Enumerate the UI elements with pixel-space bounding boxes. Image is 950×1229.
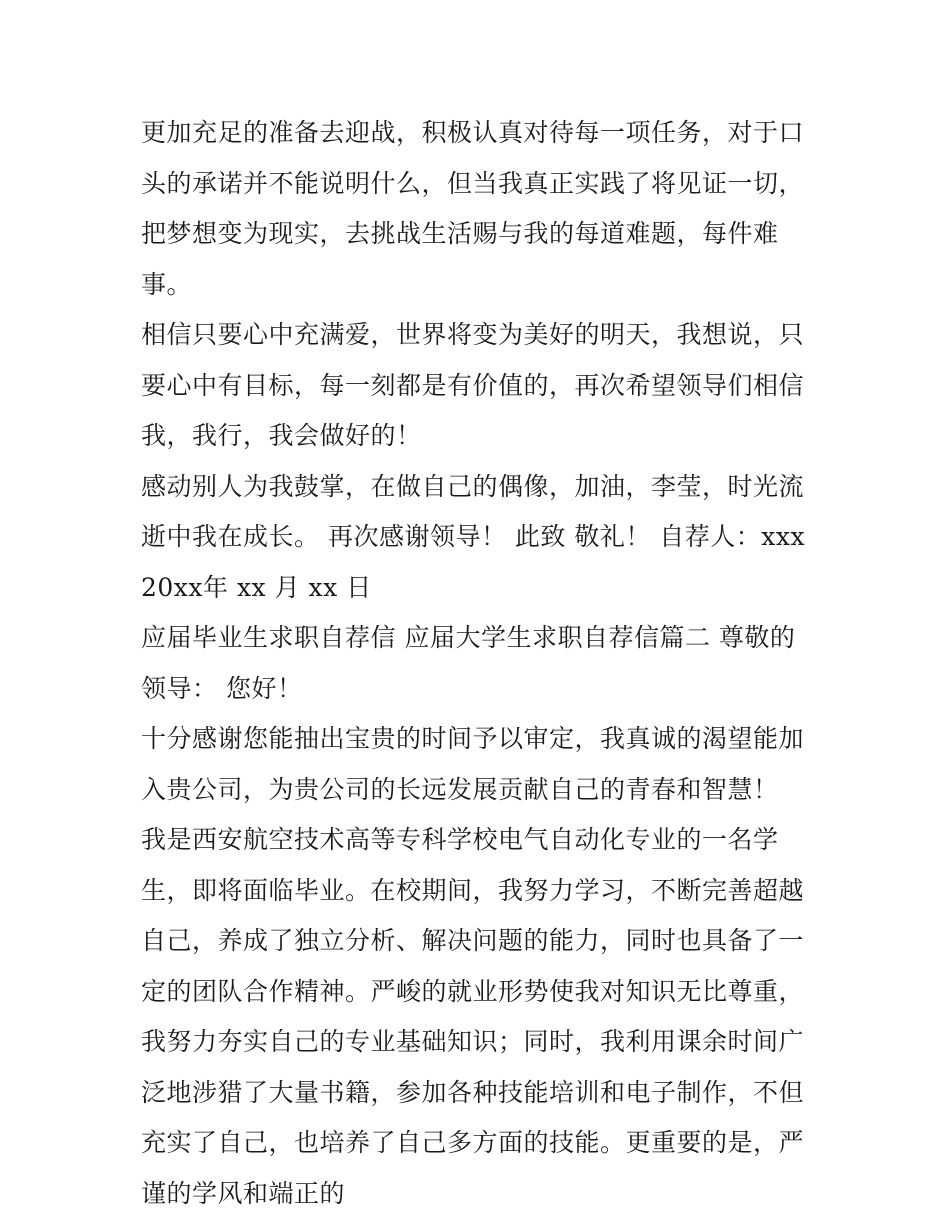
document-body: [141, 108, 811, 1219]
paragraph-6: 我是西安航空技术高等专科学校电气自动化专业的一名学生，即将面临毕业。在校期间，我努力学习，不断完善超越自己，养成了独立分析、解决问题的能力，同时也具备了一定的团队合作精神。严峻的就业形势使我对知识无比尊重，我努力夯实自己的专业基础知识；同时，我利用课余时间广泛地涉猎了大量书籍，参加各种技能培训和电子制作，不但充实了自己，也培养了自己多方面的技能。更重要的是，严谨的学风和端正的: [141, 825, 805, 1208]
paragraph-2: 相信只要心中充满爱，世界将变为美好的明天，我想说，只要心中有目标，每一刻都是有价值的，再次希望领导们相信我，我行，我会做好的！: [141, 320, 805, 450]
paragraph-5: 十分感谢您能抽出宝贵的时间予以审定，我真诚的渴望能加入贵公司，为贵公司的长远发展贡献自己的青春和智慧！: [141, 724, 805, 804]
paragraph-4: 应届毕业生求职自荐信 应届大学生求职自荐信篇二 尊敬的领导： 您好！: [141, 623, 796, 703]
paragraph-1: 更加充足的准备去迎战，积极认真对待每一项任务，对于口头的承诺并不能说明什么，但当我真正实践了将见证一切，把梦想变为现实，去挑战生活赐与我的每道难题，每件难事。: [141, 118, 805, 299]
paragraph-3: 感动别人为我鼓掌，在做自己的偶像，加油，李莹，时光流逝中我在成长。 再次感谢领导！ 此致 敬礼！ 自荐人：xxx 20xx年 xx 月 xx 日: [141, 471, 806, 602]
